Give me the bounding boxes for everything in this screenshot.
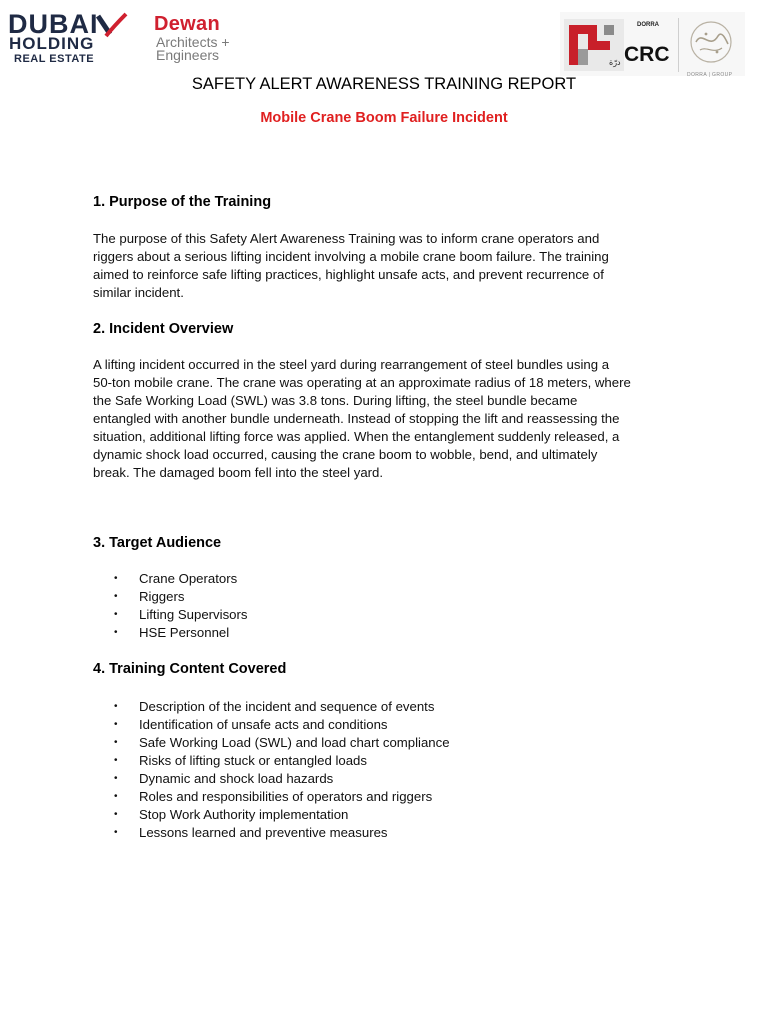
paragraph-line: similar incident. xyxy=(93,285,184,300)
report-title: SAFETY ALERT AWARENESS TRAINING REPORT xyxy=(191,75,577,93)
dubai-holding-logo xyxy=(8,10,128,66)
section-heading-training-content: 4. Training Content Covered xyxy=(93,661,287,677)
list-item-text: Crane Operators xyxy=(139,571,238,586)
crc-logo-name: CRC xyxy=(624,43,670,66)
dubai-logo-line2: HOLDING xyxy=(9,34,95,53)
bullet-icon: • xyxy=(114,809,118,820)
dorra-group-label: DORRA | GROUP xyxy=(687,72,733,78)
section-heading-purpose: 1. Purpose of the Training xyxy=(93,194,272,210)
report-subtitle: Mobile Crane Boom Failure Incident xyxy=(260,110,508,126)
paragraph-line: situation, additional lifting force was applied. When the entanglement suddenly released, a xyxy=(93,429,620,444)
paragraph-line: A lifting incident occurred in the steel yard during rearrangement of steel bundles using a xyxy=(93,357,610,372)
svg-text:درّة: درّة xyxy=(609,58,621,67)
bullet-icon: • xyxy=(114,627,118,638)
paragraph-line: the Safe Working Load (SWL) was 3.8 tons. During lifting, the steel bundle became xyxy=(93,393,578,408)
section-heading-target-audience: 3. Target Audience xyxy=(93,535,222,551)
list-item-text: Safe Working Load (SWL) and load chart compliance xyxy=(139,735,450,750)
dubai-x-mark-icon xyxy=(96,12,132,38)
list-item-text: Dynamic and shock load hazards xyxy=(139,771,334,786)
bullet-icon: • xyxy=(114,719,118,730)
crc-dorra-logo xyxy=(560,12,745,76)
paragraph-line: entangled with another bundle underneath. Instead of stopping the lift and reassessing the xyxy=(93,411,620,426)
dewan-logo-line3: Engineers xyxy=(156,47,220,63)
bullet-icon: • xyxy=(114,609,118,620)
crc-mark-icon xyxy=(564,17,624,72)
incident-overview-paragraph xyxy=(93,356,683,482)
bullet-icon: • xyxy=(114,737,118,748)
bullet-icon: • xyxy=(114,791,118,802)
dorra-calligraphy-seal-icon xyxy=(684,16,738,72)
bullet-icon: • xyxy=(114,773,118,784)
paragraph-line: riggers about a serious lifting incident involving a mobile crane boom failure. The training xyxy=(93,249,609,264)
list-item-text: Roles and responsibilities of operators and riggers xyxy=(139,789,433,804)
list-item-text: HSE Personnel xyxy=(139,625,230,640)
bullet-icon: • xyxy=(114,755,118,766)
paragraph-line: 50-ton mobile crane. The crane was operating at an approximate radius of 18 meters, where xyxy=(93,375,631,390)
list-item-text: Riggers xyxy=(139,589,185,604)
list-item-text: Description of the incident and sequence of events xyxy=(139,699,435,714)
bullet-icon: • xyxy=(114,591,118,602)
dubai-logo-line1: DUBAI xyxy=(8,9,99,39)
dubai-logo-line3: REAL ESTATE xyxy=(14,53,95,65)
crc-logo-divider xyxy=(678,18,679,72)
bullet-icon: • xyxy=(114,573,118,584)
list-item-text: Lifting Supervisors xyxy=(139,607,248,622)
paragraph-line: dynamic shock load occurred, causing the crane boom to wobble, bend, and ultimately xyxy=(93,447,598,462)
dewan-logo xyxy=(154,14,284,64)
bullet-icon: • xyxy=(114,827,118,838)
list-item-text: Lessons learned and preventive measures xyxy=(139,825,388,840)
paragraph-line: aimed to reinforce safe lifting practices, highlight unsafe acts, and prevent recurrence of xyxy=(93,267,604,282)
list-item-text: Stop Work Authority implementation xyxy=(139,807,349,822)
list-item-text: Risks of lifting stuck or entangled loads xyxy=(139,753,367,768)
dewan-logo-name: Dewan xyxy=(154,13,220,35)
list-item-text: Identification of unsafe acts and conditions xyxy=(139,717,388,732)
bullet-icon: • xyxy=(114,701,118,712)
paragraph-line: break. The damaged boom fell into the steel yard. xyxy=(93,465,384,480)
section-heading-incident-overview: 2. Incident Overview xyxy=(93,321,234,337)
crc-dorra-label: DORRA xyxy=(637,22,659,28)
dewan-logo-line2: Architects + xyxy=(156,34,230,50)
paragraph-line: The purpose of this Safety Alert Awareness Training was to inform crane operators and xyxy=(93,231,600,246)
purpose-paragraph xyxy=(93,230,683,302)
